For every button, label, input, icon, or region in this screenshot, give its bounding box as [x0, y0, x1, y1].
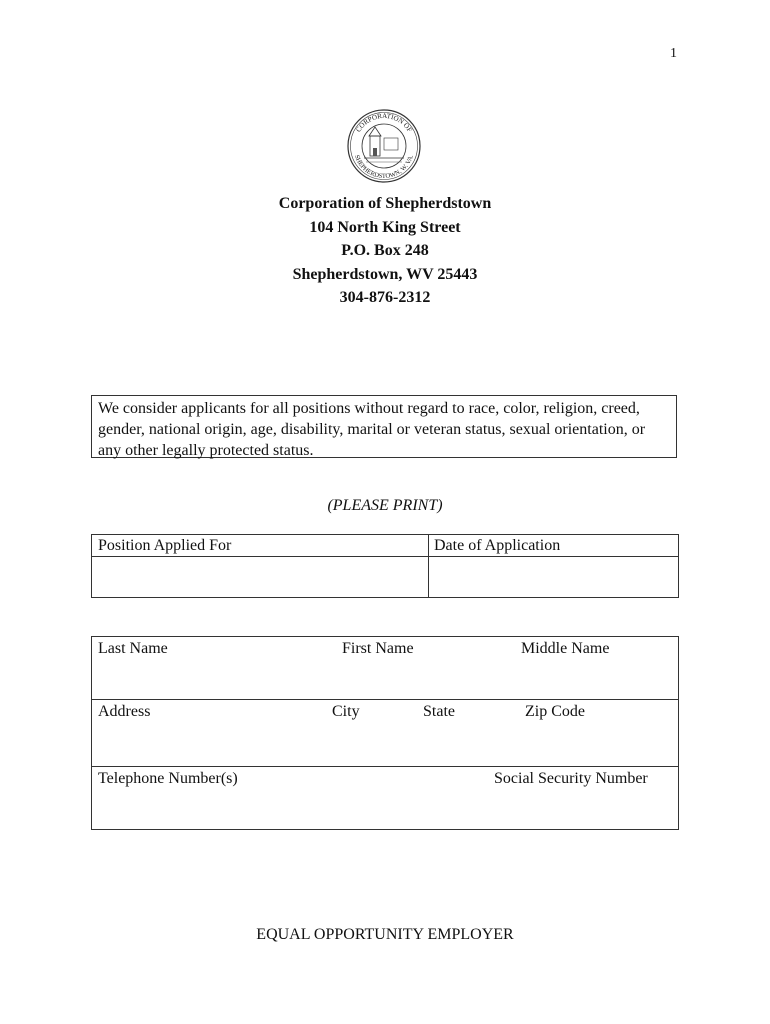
page-number: 1	[670, 46, 677, 61]
city-state-zip: Shepherdstown, WV 25443	[292, 265, 478, 283]
contact-field[interactable]	[92, 790, 678, 829]
date-of-application-field[interactable]	[429, 557, 678, 597]
position-applied-field[interactable]	[92, 557, 428, 597]
town-seal-logo	[346, 108, 422, 184]
eoe-footer: EQUAL OPPORTUNITY EMPLOYER	[256, 926, 514, 943]
org-name: Corporation of Shepherdstown	[278, 195, 492, 212]
svg-text:CORPORATION OF: CORPORATION OF	[354, 111, 414, 134]
po-box: P.O. Box 248	[341, 242, 429, 259]
address-field[interactable]	[92, 723, 678, 766]
last-name-label: Last Name	[98, 640, 168, 657]
svg-text:SHEPHERDSTOWN, W. VA.: SHEPHERDSTOWN, W. VA.	[353, 154, 415, 181]
phone-number: 304-876-2312	[339, 289, 431, 306]
address-label: Address	[98, 703, 151, 720]
telephone-label: Telephone Number(s)	[98, 770, 238, 787]
equal-opportunity-notice: We consider applicants for all positions without regard to race, color, religion, creed, gender, national origin, age, disability, marital or veteran status, sexual orientation, or any other legally protected status.	[91, 395, 677, 458]
zip-code-label: Zip Code	[525, 703, 585, 720]
middle-name-label: Middle Name	[521, 640, 610, 657]
first-name-label: First Name	[342, 640, 414, 657]
ssn-label: Social Security Number	[494, 770, 648, 787]
position-applied-label: Position Applied For	[98, 537, 232, 554]
street-address: 104 North King Street	[309, 218, 461, 236]
state-label: State	[423, 703, 455, 720]
letterhead	[0, 192, 770, 310]
position-table	[91, 534, 679, 598]
city-label: City	[332, 703, 360, 720]
date-of-application-label: Date of Application	[434, 537, 561, 554]
name-field[interactable]	[92, 659, 678, 699]
applicant-info-table	[91, 636, 679, 830]
please-print-instruction: (PLEASE PRINT)	[327, 497, 443, 514]
